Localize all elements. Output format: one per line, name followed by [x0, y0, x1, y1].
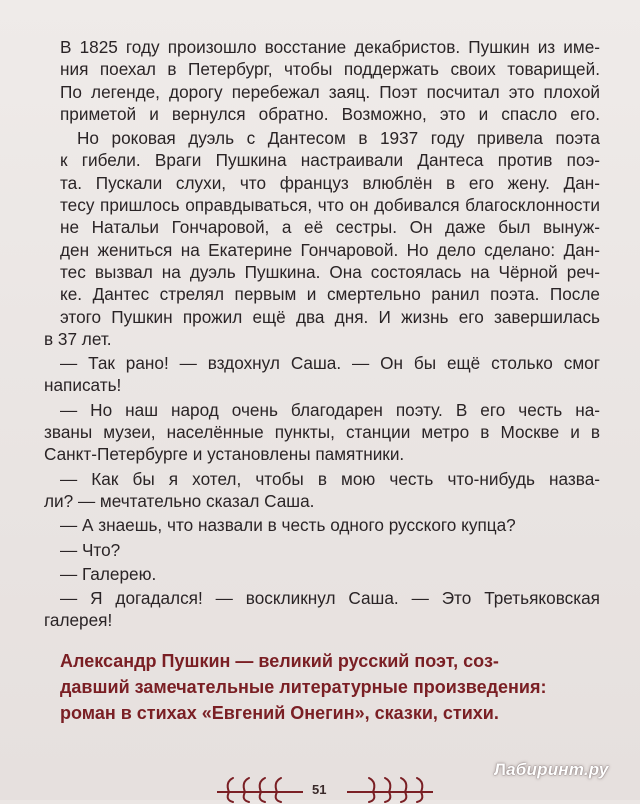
text-line: ния поехал в Петербург, чтобы поддержать своих товарищей. — [60, 59, 600, 80]
paragraph-7: — Что? — [60, 539, 121, 560]
text-line: галерея! — [44, 610, 113, 631]
text-line: — Я догадался! — воскликнул Саша. — Это Третьяковская — [60, 588, 600, 609]
paragraph-1 — [60, 36, 600, 125]
text-line: не Натальи Гончаровой, а её сестры. Он даже был вынуж- — [60, 217, 600, 238]
text-line: ке. Дантес стрелял первым и смертельно ранил поэта. После — [60, 284, 600, 305]
text-line: званы музеи, населённые пункты, станции метро в Москве и в — [44, 422, 600, 443]
highlight-box — [60, 648, 605, 726]
paragraph-2 — [44, 127, 600, 350]
text-line: приметой и вернулся обратно. Возможно, это и спасло его. — [60, 103, 600, 124]
text-line: — Но наш народ очень благодарен поэту. В его честь на- — [60, 399, 600, 420]
highlight-line: роман в стихах «Евгений Онегин», сказки, стихи. — [60, 703, 499, 723]
text-line: тес вызвал на дуэль Пушкина. Она состоялась на Чёрной реч- — [60, 261, 600, 282]
text-line: Но роковая дуэль с Дантесом в 1937 году привела поэта — [77, 128, 600, 149]
text-line: ли? — мечтательно сказал Саша. — [44, 490, 315, 511]
highlight-line: давший замечательные литературные произведения: — [60, 677, 547, 697]
text-line: — Так рано! — вздохнул Саша. — Он бы ещё столько смог — [60, 353, 600, 374]
text-line: — Как бы я хотел, чтобы в мою честь что-нибудь назва- — [60, 468, 600, 489]
paragraph-3 — [44, 352, 600, 397]
text-line: По легенде, дорогу перебежал заяц. Поэт посчитал это плохой — [60, 81, 600, 102]
highlight-line: Александр Пушкин — великий русский поэт, соз- — [60, 651, 499, 671]
text-line: тесу пришлось оправдываться, что он добивался благосклонности — [60, 195, 600, 216]
labirint-watermark — [494, 760, 609, 780]
paragraph-9 — [44, 587, 600, 632]
body-text — [44, 36, 600, 632]
text-line: этого Пушкин прожил ещё два дня. И жизнь его завершилась — [60, 306, 600, 327]
text-line: написать! — [44, 375, 122, 396]
text-line: в 37 лет. — [44, 328, 112, 349]
paragraph-8: — Галерею. — [60, 563, 157, 584]
paragraph-4 — [44, 399, 600, 466]
text-line: В 1825 году произошло восстание декабристов. Пушкин из име- — [60, 37, 600, 57]
text-line: та. Пускали слухи, что француз влюблён в его жену. Дан- — [60, 172, 600, 193]
text-line: Санкт-Петербурге и установлены памятники. — [44, 444, 405, 465]
watermark-text: абиринт.ру — [506, 760, 609, 779]
text-line: к гибели. Враги Пушкина настраивали Дантеса против поэ- — [60, 150, 600, 171]
paragraph-5 — [44, 468, 600, 513]
text-line: ден жениться на Екатерине Гончаровой. Но дело сделано: Дан- — [60, 239, 600, 260]
paragraph-6: — А знаешь, что назвали в честь одного русского купца? — [60, 515, 516, 536]
watermark-mark: Л — [494, 760, 507, 779]
page-number: 51 — [312, 782, 327, 797]
